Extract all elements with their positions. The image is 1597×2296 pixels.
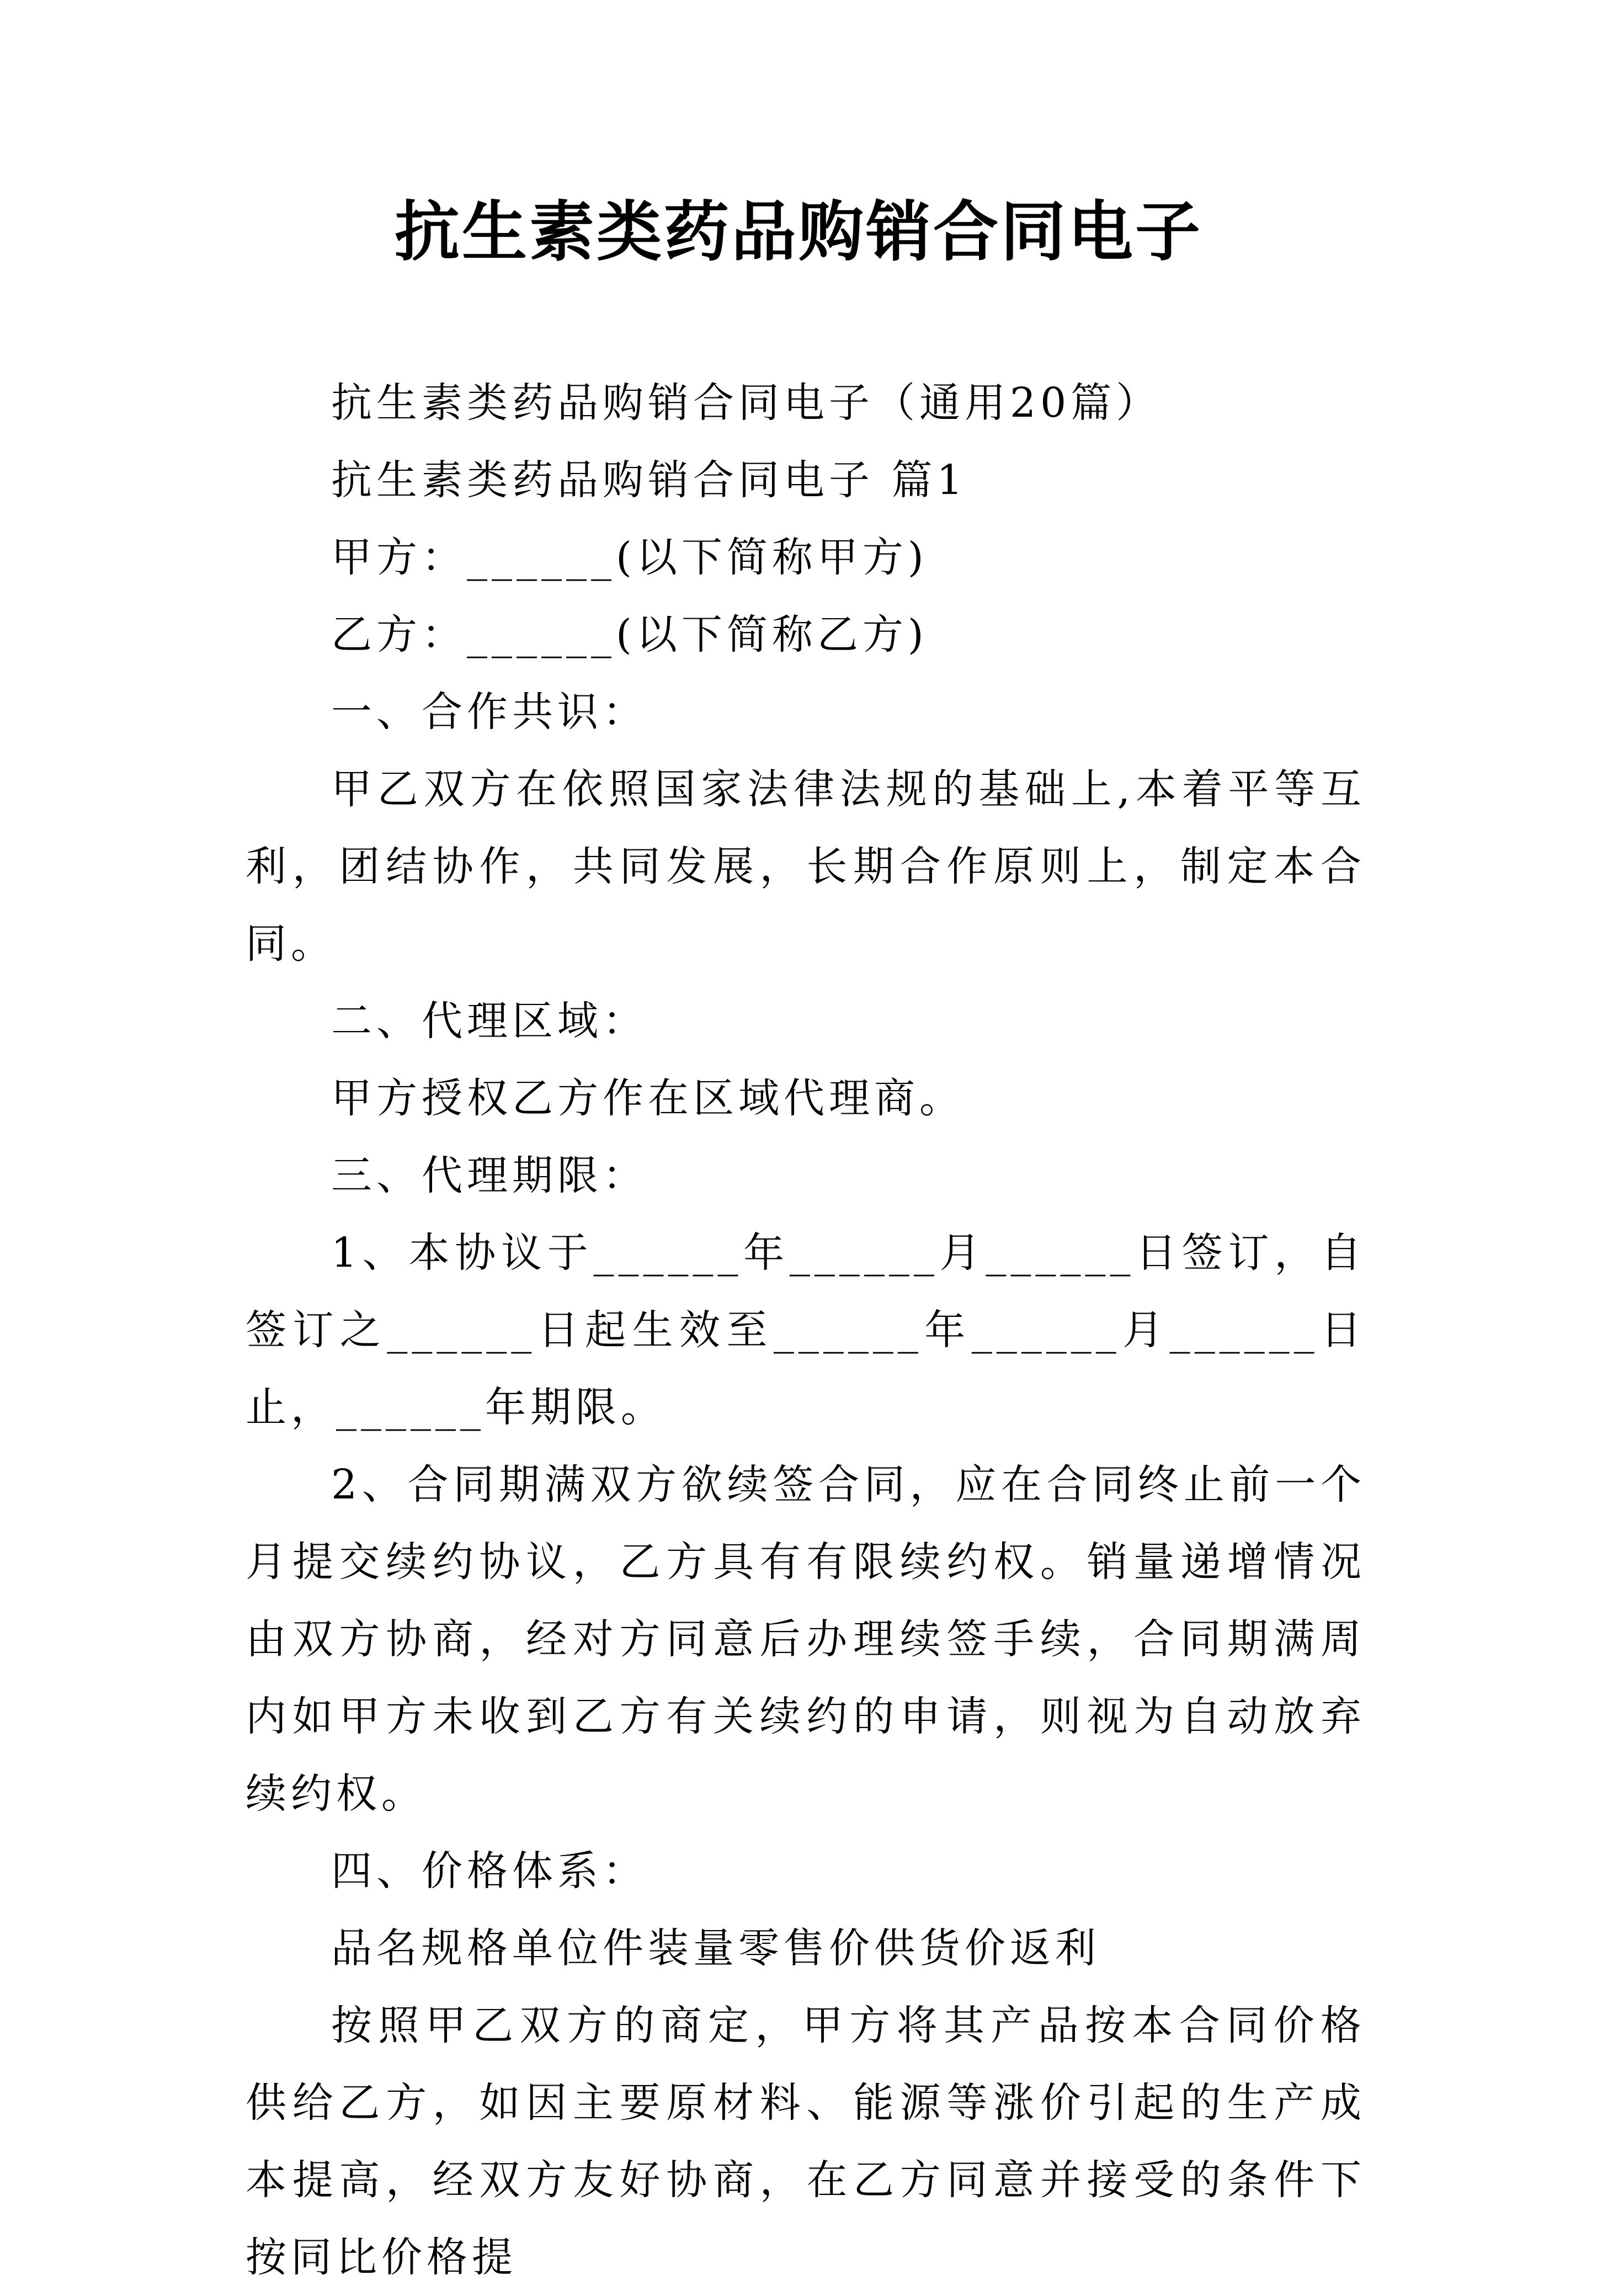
paragraph-term-1: 1、本协议于______年______月______日签订，自签订之______日起生效至______年______月______日止，______年期限。 — [246, 1229, 1366, 1431]
section-heading-region: 二、代理区域： — [331, 997, 648, 1045]
section-heading-term: 三、代理期限： — [331, 1152, 648, 1199]
document-body — [246, 364, 1366, 2296]
paragraph-price-columns: 品名规格单位件装量零售价供货价返利 — [331, 1925, 1100, 1972]
paragraph-party-b: 乙方：______(以下简称乙方) — [331, 611, 928, 658]
paragraph-article-heading: 抗生素类药品购销合同电子 篇1 — [331, 456, 967, 504]
paragraph-price-terms: 按照甲乙双方的商定，甲方将其产品按本合同价格供给乙方，如因主要原材料、能源等涨价引起的生产成本提高，经双方友好协商，在乙方同意并接受的条件下按同比价格提 — [246, 2002, 1366, 2281]
paragraph-term-2: 2、合同期满双方欲续签合同，应在合同终止前一个月提交续约协议，乙方具有有限续约权。销量递增情况由双方协商，经对方同意后办理续签手续，合同期满周内如甲方未收到乙方有关续约的申请，则视为自动放弃续约权。 — [246, 1461, 1366, 1817]
section-heading-cooperation: 一、合作共识： — [331, 688, 648, 736]
paragraph-party-a: 甲方：______(以下简称甲方) — [331, 534, 928, 581]
document-title: 抗生素类药品购销合同电子 — [394, 194, 1202, 270]
paragraph-cooperation: 甲乙双方在依照国家法律法规的基础上,本着平等互利，团结协作，共同发展，长期合作原则上，制定本合同。 — [246, 766, 1366, 968]
section-heading-price: 四、价格体系： — [331, 1847, 648, 1895]
paragraph-region: 甲方授权乙方作在区域代理商。 — [331, 1075, 965, 1122]
paragraph-subtitle: 抗生素类药品购销合同电子（通用20篇） — [331, 379, 1162, 427]
